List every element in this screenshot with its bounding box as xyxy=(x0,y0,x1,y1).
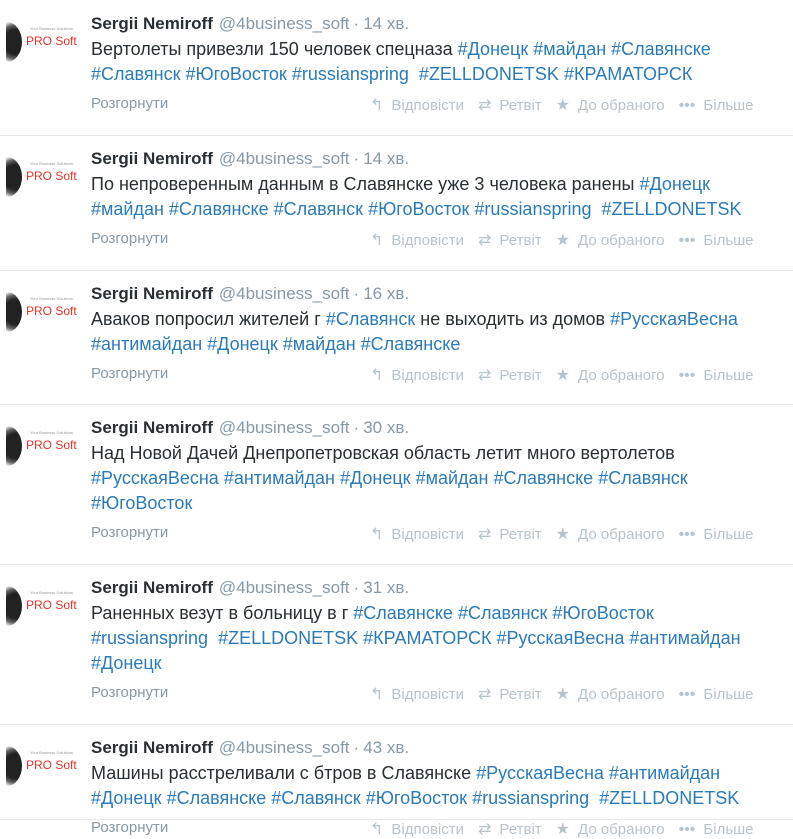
reply-button[interactable] xyxy=(370,95,464,115)
more-button[interactable] xyxy=(679,686,754,704)
retweet-icon: ⇄ xyxy=(478,367,492,384)
tweet-text-segment: Аваков попросил жителей г xyxy=(91,309,326,329)
retweet-button-label: Ретвіт xyxy=(499,821,542,838)
retweet-icon: ⇄ xyxy=(478,97,492,114)
hashtag-link[interactable]: #Донецк xyxy=(91,788,162,808)
more-button[interactable] xyxy=(679,97,754,115)
hashtag-link[interactable]: #Донецк xyxy=(340,468,411,488)
hashtag-link[interactable]: #РусскаяВесна xyxy=(610,309,738,329)
reply-button[interactable] xyxy=(370,684,464,704)
tweet-actions xyxy=(370,365,768,385)
hashtag-link[interactable]: #Славянск xyxy=(273,199,364,219)
separator-dot: · xyxy=(353,578,360,597)
reply-button-label: Відповісти xyxy=(391,526,465,543)
tweet-text xyxy=(91,441,791,516)
tweet-timestamp[interactable]: 14 хв. xyxy=(363,149,410,168)
retweet-icon: ⇄ xyxy=(478,526,492,543)
hashtag-link[interactable]: #антимайдан xyxy=(608,763,721,783)
hashtag-link[interactable]: #russianspring xyxy=(474,199,592,219)
retweet-button[interactable] xyxy=(478,365,542,385)
avatar[interactable] xyxy=(6,422,78,470)
avatar-logo-text: PRO Soft xyxy=(26,169,77,183)
reply-button-label: Відповісти xyxy=(391,97,465,114)
hashtag-link[interactable]: #Славянск xyxy=(325,309,416,329)
hashtag-link[interactable]: #russianspring xyxy=(472,788,590,808)
more-button-label: Більше xyxy=(703,97,754,114)
author-name[interactable]: Sergii Nemiroff xyxy=(91,738,213,757)
tweet-text-segment: По непроверенным данным в Славянске уже 3 человека ранены xyxy=(91,174,640,194)
more-icon: ••• xyxy=(678,526,696,543)
separator-dot: · xyxy=(353,14,360,33)
avatar-tagline: Your Business Solutions xyxy=(30,430,73,435)
hashtag-link[interactable]: #ЮгоВосток xyxy=(185,64,287,84)
avatar[interactable] xyxy=(6,153,78,201)
avatar-logo-mark xyxy=(6,292,22,332)
tweet-timestamp[interactable]: 16 хв. xyxy=(363,284,410,303)
tweet-text xyxy=(91,37,791,87)
hashtag-link[interactable]: #ЮгоВосток xyxy=(368,199,470,219)
hashtag-link[interactable]: #Славянске xyxy=(168,199,269,219)
tweet-actions xyxy=(370,819,768,839)
more-icon: ••• xyxy=(678,232,696,249)
avatar[interactable] xyxy=(6,582,78,630)
hashtag-link[interactable]: #Славянск xyxy=(457,603,548,623)
more-button-label: Більше xyxy=(703,367,754,384)
hashtag-link[interactable]: #майдан xyxy=(282,334,356,354)
tweet-text-segment: Вертолеты привезли 150 человек спецназа xyxy=(91,39,458,59)
reply-button-label: Відповісти xyxy=(391,686,465,703)
reply-button[interactable] xyxy=(370,230,464,250)
author-handle[interactable]: @4business_soft xyxy=(218,738,350,757)
tweet-actions xyxy=(370,230,768,250)
reply-icon: ↰ xyxy=(370,367,384,384)
avatar[interactable] xyxy=(6,742,78,790)
hashtag-link[interactable]: #Донецк xyxy=(91,653,162,673)
tweet-header xyxy=(91,738,409,758)
avatar-tagline: Your Business Solutions xyxy=(30,296,73,301)
hashtag-link[interactable]: #КРАМАТОРСК xyxy=(563,64,693,84)
tweet-text-segment: Над Новой Дачей Днепропетровская область летит много вертолетов xyxy=(91,443,675,463)
tweet-text xyxy=(91,307,791,357)
favorite-button[interactable] xyxy=(556,684,665,704)
favorite-button-label: До обраного xyxy=(578,686,665,703)
avatar-logo-mark xyxy=(6,157,22,197)
retweet-button-label: Ретвіт xyxy=(499,367,542,384)
reply-button-label: Відповісти xyxy=(391,367,465,384)
separator-dot: · xyxy=(353,284,360,303)
avatar-logo-text: PRO Soft xyxy=(26,758,77,772)
hashtag-link[interactable]: #Славянске xyxy=(360,334,461,354)
author-handle[interactable]: @4business_soft xyxy=(218,149,350,168)
retweet-icon: ⇄ xyxy=(478,686,492,703)
reply-icon: ↰ xyxy=(370,526,384,543)
more-icon: ••• xyxy=(678,97,696,114)
retweet-button-label: Ретвіт xyxy=(499,526,542,543)
tweet-header xyxy=(91,418,409,438)
more-button-label: Більше xyxy=(703,686,754,703)
reply-icon: ↰ xyxy=(370,232,384,249)
tweet-header xyxy=(91,578,409,598)
reply-icon: ↰ xyxy=(370,97,384,114)
tweet-item xyxy=(0,564,793,725)
hashtag-link[interactable]: #Славянск xyxy=(598,468,688,488)
hashtag-link[interactable]: #ЮгоВосток xyxy=(91,493,193,513)
hashtag-link[interactable]: #РусскаяВесна xyxy=(476,763,604,783)
tweet-header xyxy=(91,284,409,304)
avatar-logo-mark xyxy=(6,22,22,62)
hashtag-link[interactable]: #КРАМАТОРСК xyxy=(363,628,492,648)
hashtag-link[interactable]: #Славянске xyxy=(353,603,453,623)
hashtag-link[interactable]: #ZELLDONETSK xyxy=(599,788,740,808)
tweet-text-segment: Раненных везут в больницу в г xyxy=(91,603,354,623)
favorite-button-label: До обраного xyxy=(578,526,665,543)
author-handle[interactable]: @4business_soft xyxy=(218,14,350,33)
avatar-logo-mark xyxy=(6,426,22,466)
tweet-text xyxy=(91,601,791,676)
reply-button-label: Відповісти xyxy=(391,232,465,249)
star-icon: ★ xyxy=(555,97,570,114)
tweet-text-segment xyxy=(208,628,218,648)
retweet-button[interactable] xyxy=(478,95,542,115)
favorite-button-label: До обраного xyxy=(578,367,665,384)
retweet-button[interactable] xyxy=(478,524,542,544)
hashtag-link[interactable]: #антимайдан xyxy=(223,468,335,488)
hashtag-link[interactable]: #ЮгоВосток xyxy=(365,788,468,808)
separator-dot: · xyxy=(353,738,360,757)
reply-icon: ↰ xyxy=(370,821,384,838)
tweet-timestamp[interactable]: 31 хв. xyxy=(363,578,410,597)
more-button[interactable] xyxy=(679,821,754,839)
expand-link[interactable]: Розгорнути xyxy=(91,230,169,247)
hashtag-link[interactable]: #майдан xyxy=(91,199,164,219)
avatar-tagline: Your Business Solutions xyxy=(30,26,73,31)
author-name[interactable]: Sergii Nemiroff xyxy=(91,149,213,168)
tweet-text-segment: не выходить из домов xyxy=(415,309,611,329)
tweet-text-segment xyxy=(409,64,419,84)
retweet-button-label: Ретвіт xyxy=(499,232,542,249)
tweet-timestamp[interactable]: 30 хв. xyxy=(363,418,410,437)
hashtag-link[interactable]: #ZELLDONETSK xyxy=(418,64,559,84)
retweet-icon: ⇄ xyxy=(478,232,492,249)
tweet-header xyxy=(91,14,409,34)
tweet-actions xyxy=(370,95,768,115)
hashtag-link[interactable]: #Славянск xyxy=(271,788,361,808)
tweet-item xyxy=(0,270,793,405)
star-icon: ★ xyxy=(555,232,570,249)
expand-link[interactable]: Розгорнути xyxy=(91,524,169,541)
separator-dot: · xyxy=(353,418,360,437)
star-icon: ★ xyxy=(555,821,570,838)
separator-dot: · xyxy=(353,149,360,168)
avatar-logo-mark xyxy=(6,586,22,626)
reply-button[interactable] xyxy=(370,365,464,385)
author-handle[interactable]: @4business_soft xyxy=(218,418,350,437)
author-name[interactable]: Sergii Nemiroff xyxy=(91,284,213,303)
hashtag-link[interactable]: #russianspring xyxy=(291,64,409,84)
retweet-button[interactable] xyxy=(478,230,542,250)
reply-icon: ↰ xyxy=(370,686,384,703)
avatar-logo-text: PRO Soft xyxy=(26,34,77,48)
favorite-button[interactable] xyxy=(556,230,665,250)
tweet-timestamp[interactable]: 14 хв. xyxy=(363,14,410,33)
hashtag-link[interactable]: #Славянске xyxy=(493,468,594,488)
hashtag-link[interactable]: #РусскаяВесна xyxy=(91,468,219,488)
author-name[interactable]: Sergii Nemiroff xyxy=(91,578,213,597)
favorite-button-label: До обраного xyxy=(578,821,665,838)
favorite-button-label: До обраного xyxy=(578,232,665,249)
author-name[interactable]: Sergii Nemiroff xyxy=(91,14,213,33)
tweet-text xyxy=(91,761,791,811)
retweet-button-label: Ретвіт xyxy=(499,686,542,703)
tweet-item xyxy=(0,404,793,565)
reply-button[interactable] xyxy=(370,819,464,839)
tweet-timestamp[interactable]: 43 хв. xyxy=(363,738,410,757)
avatar-tagline: Your Business Solutions xyxy=(30,590,73,595)
author-handle[interactable]: @4business_soft xyxy=(218,578,350,597)
reply-button[interactable] xyxy=(370,524,464,544)
hashtag-link[interactable]: #Донецк xyxy=(207,334,278,354)
hashtag-link[interactable]: #ZELLDONETSK xyxy=(218,628,359,648)
star-icon: ★ xyxy=(555,367,570,384)
favorite-button[interactable] xyxy=(556,95,665,115)
tweet-item xyxy=(0,724,793,838)
hashtag-link[interactable]: #майдан xyxy=(533,39,607,59)
hashtag-link[interactable]: #антимайдан xyxy=(91,334,203,354)
expand-link[interactable]: Розгорнути xyxy=(91,365,169,382)
favorite-button[interactable] xyxy=(556,819,665,839)
more-button[interactable] xyxy=(679,232,754,250)
hashtag-link[interactable]: #майдан xyxy=(415,468,489,488)
avatar-tagline: Your Business Solutions xyxy=(30,750,73,755)
expand-link[interactable]: Розгорнути xyxy=(91,684,169,701)
avatar-logo-text: PRO Soft xyxy=(26,304,77,318)
avatar-logo-text: PRO Soft xyxy=(26,598,77,612)
more-button-label: Більше xyxy=(703,232,754,249)
avatar-logo-text: PRO Soft xyxy=(26,438,77,452)
hashtag-link[interactable]: #антимайдан xyxy=(629,628,741,648)
avatar-logo-mark xyxy=(6,746,22,786)
expand-link[interactable]: Розгорнути xyxy=(91,819,169,836)
favorite-button-label: До обраного xyxy=(578,97,665,114)
hashtag-link[interactable]: #russianspring xyxy=(91,628,209,648)
reply-button-label: Відповісти xyxy=(391,821,465,838)
favorite-button[interactable] xyxy=(556,365,665,385)
more-button[interactable] xyxy=(679,526,754,544)
tweet-item xyxy=(0,0,793,136)
more-icon: ••• xyxy=(678,686,696,703)
hashtag-link[interactable]: #Донецк xyxy=(639,174,711,194)
hashtag-link[interactable]: #Славянске xyxy=(611,39,711,59)
hashtag-link[interactable]: #Донецк xyxy=(457,39,529,59)
favorite-button[interactable] xyxy=(556,524,665,544)
more-button[interactable] xyxy=(679,367,754,385)
hashtag-link[interactable]: #РусскаяВесна xyxy=(496,628,625,648)
expand-link[interactable]: Розгорнути xyxy=(91,95,169,112)
avatar[interactable] xyxy=(6,18,78,66)
tweet-text-segment xyxy=(589,788,599,808)
avatar[interactable] xyxy=(6,288,78,336)
author-name[interactable]: Sergii Nemiroff xyxy=(91,418,213,437)
retweet-button[interactable] xyxy=(478,819,542,839)
retweet-button[interactable] xyxy=(478,684,542,704)
more-button-label: Більше xyxy=(703,526,754,543)
retweet-button-label: Ретвіт xyxy=(499,97,542,114)
tweet-actions xyxy=(370,524,768,544)
avatar-tagline: Your Business Solutions xyxy=(30,161,73,166)
tweet-actions xyxy=(370,684,768,704)
more-icon: ••• xyxy=(678,821,696,838)
tweet-item xyxy=(0,135,793,271)
star-icon: ★ xyxy=(555,686,570,703)
more-icon: ••• xyxy=(678,367,696,384)
retweet-icon: ⇄ xyxy=(478,821,492,838)
hashtag-link[interactable]: #Славянск xyxy=(91,64,181,84)
hashtag-link[interactable]: #Славянске xyxy=(166,788,267,808)
hashtag-link[interactable]: #ЮгоВосток xyxy=(552,603,654,623)
hashtag-link[interactable]: #ZELLDONETSK xyxy=(601,199,742,219)
star-icon: ★ xyxy=(555,526,570,543)
more-button-label: Більше xyxy=(703,821,754,838)
tweet-text-segment: Машины расстреливали с бтров в Славянске xyxy=(91,763,477,783)
tweet-text-segment xyxy=(591,199,601,219)
tweet-text xyxy=(91,172,791,222)
author-handle[interactable]: @4business_soft xyxy=(218,284,350,303)
tweet-header xyxy=(91,149,409,169)
